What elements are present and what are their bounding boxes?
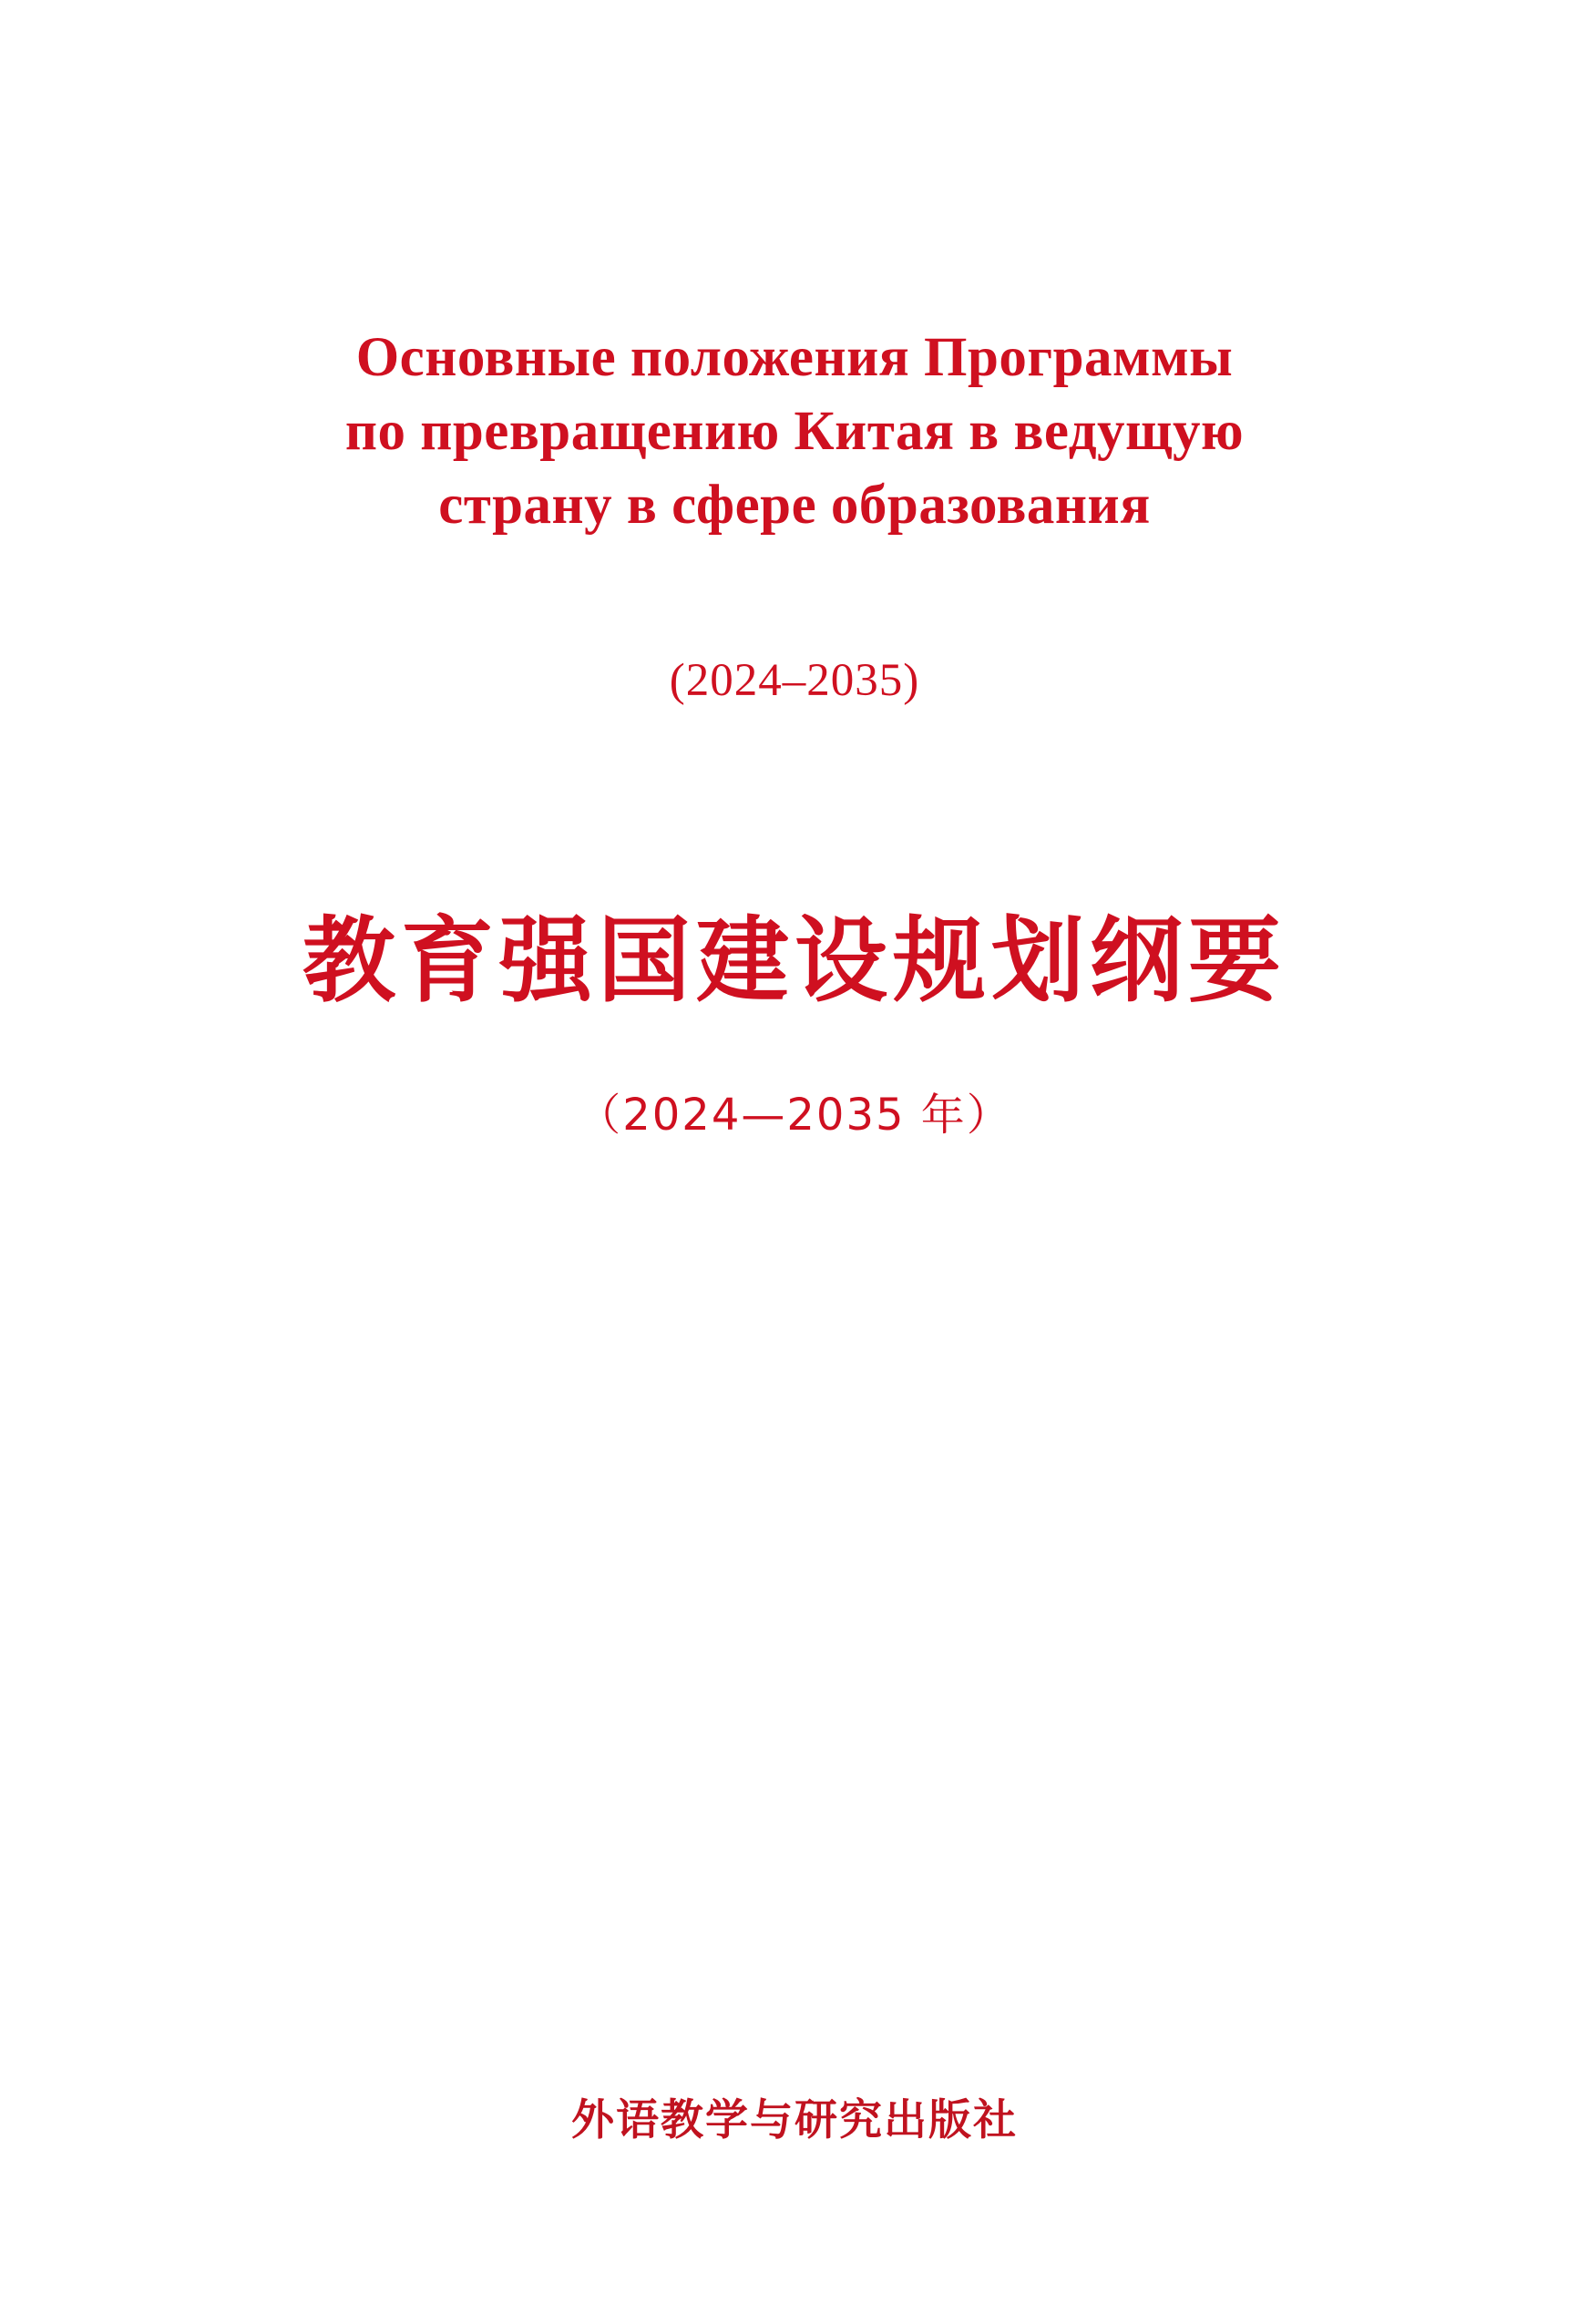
chinese-year-range: （2024—2035 年） [577,1090,1012,1141]
russian-title-line-3: страну в сфере образования [438,475,1151,537]
russian-title-line-2: по превращению Китая в ведущую [344,401,1245,463]
chinese-title: 教育强国建设规划纲要 [302,907,1287,1016]
russian-year-range: (2024–2035) [669,655,920,706]
russian-title-line-1: Основные положения Программы [355,327,1234,388]
russian-title [0,321,1589,542]
publisher-name: 外语教学与研究出版社 [571,2095,1018,2145]
